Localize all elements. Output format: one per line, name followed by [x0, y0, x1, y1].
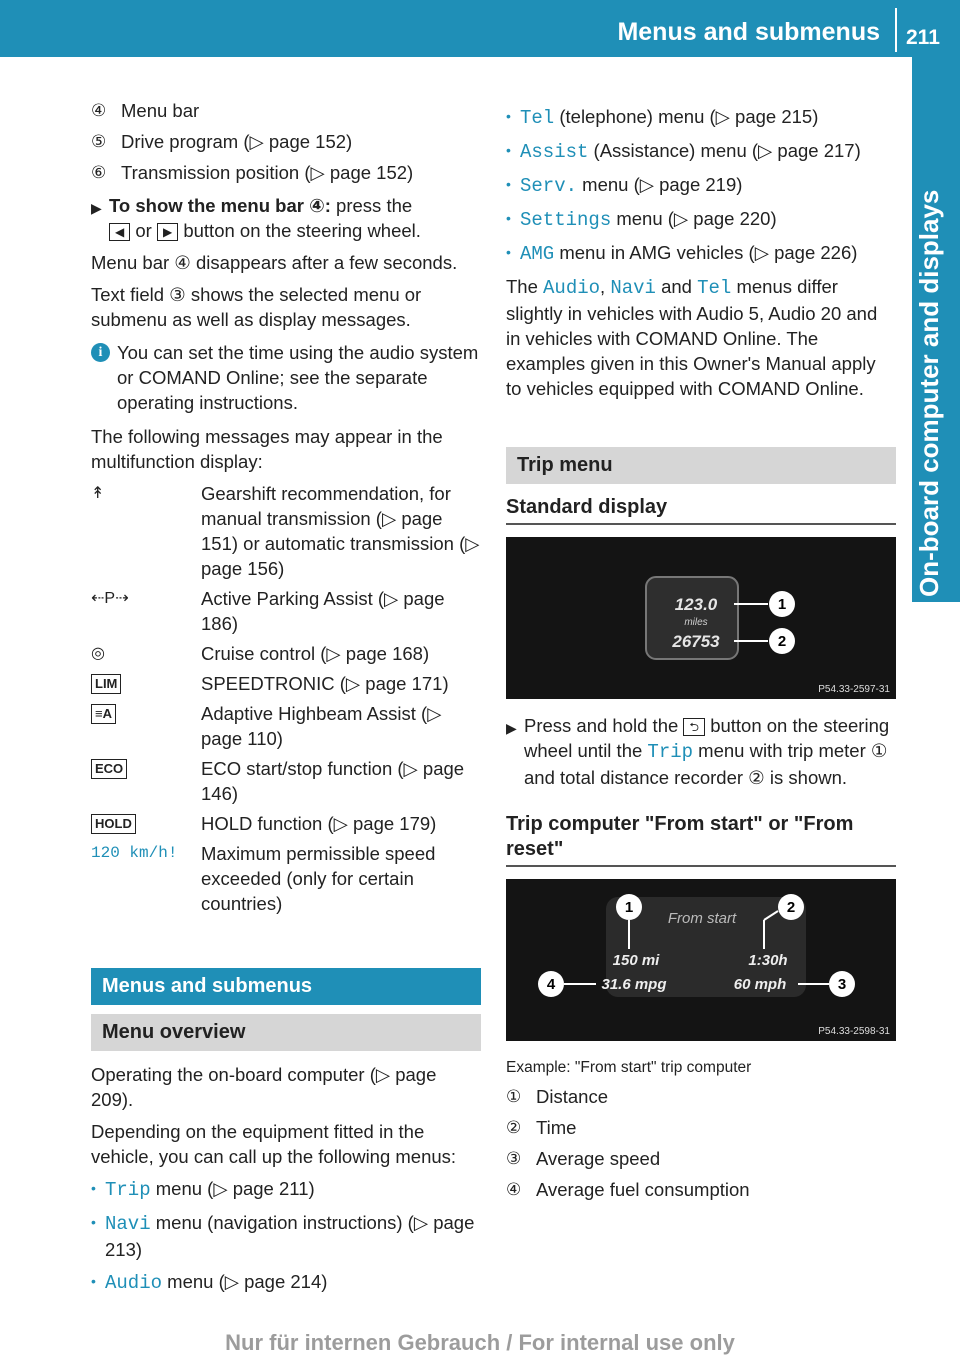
- side-tab: [912, 57, 960, 602]
- svg-text:3: 3: [837, 976, 847, 993]
- image-caption: Example: "From start" trip computer: [506, 1059, 752, 1076]
- list-item: • Navi menu (navigation instructions) (▷ page 213): [91, 1212, 475, 1260]
- symbol-row: ◎ Cruise control (▷ page 168): [91, 643, 430, 664]
- parking-assist-icon: ⇠P⇢: [91, 590, 129, 607]
- instruction-step: ▶ To show the menu bar ④: press the ◀ or ▶ button on the steering wheel.: [91, 195, 421, 241]
- right-column: [506, 98, 896, 1208]
- page-number: 211: [906, 26, 940, 49]
- legend-item: ⑤ Drive program (▷ page 152): [91, 131, 353, 152]
- speed-warning: 120 km/h!: [91, 844, 178, 862]
- symbol-row: ≡A Adaptive Highbeam Assist (▷ page 110): [91, 701, 481, 751]
- callout-2: 2: [777, 633, 787, 650]
- left-arrow-key-icon: ◀: [109, 223, 130, 241]
- section-heading: Menus and submenus: [91, 968, 481, 1005]
- page-header: [0, 0, 960, 57]
- time-value: 1:30h: [748, 952, 788, 969]
- distance-value: 150 mi: [612, 952, 660, 969]
- symbol-row: HOLD HOLD function (▷ page 179): [91, 811, 481, 836]
- symbol-row: ECO ECO start/stop function (▷ page 146): [91, 756, 481, 806]
- legend-item: ② Time: [506, 1117, 577, 1138]
- standard-display-image: [506, 537, 896, 699]
- callout-1: 1: [777, 596, 787, 613]
- paragraph: Operating the on-board computer (▷ page 209).: [91, 1064, 437, 1110]
- list-item: • Settings menu (▷ page 220): [506, 208, 777, 231]
- subsection-heading: Menu overview: [91, 1014, 481, 1051]
- info-icon: i: [91, 343, 110, 362]
- speed-value: 60 mph: [733, 976, 787, 993]
- image-code: P54.33-2598-31: [818, 1026, 890, 1037]
- legend-item: ⑥ Transmission position (▷ page 152): [91, 162, 414, 183]
- info-note: i You can set the time using the audio system or COMAND Online; see the separate operating instructions.: [91, 340, 481, 415]
- instruction-step: ▶ Press and hold the ⮌ button on the steering wheel until the Trip menu with trip meter ① and total distance recorder ② is shown.: [506, 715, 890, 788]
- symbol-row: ⇠P⇢ Active Parking Assist (▷ page 186): [91, 588, 445, 634]
- list-item: • Assist (Assistance) menu (▷ page 217): [506, 140, 861, 163]
- symbol-table: [91, 481, 481, 916]
- symbol-row: ↟ Gearshift recommendation, for manual transmission (▷ page 151) or automatic transmission (▷ page 156): [91, 483, 480, 579]
- list-item: • AMG menu in AMG vehicles (▷ page 226): [506, 242, 858, 265]
- left-column: [91, 98, 481, 1303]
- header-title: Menus and submenus: [617, 18, 880, 46]
- legend-item: ④ Average fuel consumption: [506, 1179, 750, 1200]
- paragraph: Text field ③ shows the selected menu or submenu as well as display messages.: [91, 284, 422, 330]
- hold-icon: HOLD: [91, 814, 136, 834]
- paragraph: Depending on the equipment fitted in the vehicle, you can call up the following menus:: [91, 1121, 457, 1167]
- paragraph: Menu bar ④ disappears after a few seconds.: [91, 252, 458, 273]
- list-item: • Trip menu (▷ page 211): [91, 1178, 315, 1201]
- cruise-control-icon: ◎: [91, 645, 105, 662]
- legend-item: ④ Menu bar: [91, 100, 200, 121]
- section-heading: Trip menu: [506, 447, 896, 484]
- step-arrow-icon: ▶: [506, 720, 517, 736]
- total-distance-value: 26753: [672, 632, 720, 651]
- subheading: Standard display: [506, 495, 896, 525]
- eco-icon: ECO: [91, 759, 127, 779]
- list-item: • Tel (telephone) menu (▷ page 215): [506, 106, 819, 129]
- trip-meter-value: 123.0: [674, 595, 718, 614]
- lim-icon: LIM: [91, 674, 121, 694]
- list-item: • Serv. menu (▷ page 219): [506, 174, 743, 197]
- side-tab-label: On-board computer and displays: [914, 189, 944, 597]
- paragraph: The Audio, Navi and Tel menus differ slightly in vehicles with Audio 5, Audio 20 and in vehicles with COMAND Online. The examples given in this Owner's Manual apply to vehicles equipped with COMAND Online.: [506, 276, 878, 399]
- svg-text:1: 1: [624, 899, 634, 916]
- trip-meter-unit: miles: [684, 617, 708, 628]
- step-arrow-icon: ▶: [91, 200, 102, 216]
- symbol-row: 120 km/h! Maximum permissible speed exceeded (only for certain countries): [91, 843, 436, 914]
- svg-text:2: 2: [786, 899, 796, 916]
- subheading: Trip computer "From start" or "From reset": [506, 812, 896, 867]
- from-start-image: [506, 879, 896, 1041]
- symbol-row: LIM SPEEDTRONIC (▷ page 171): [91, 671, 481, 696]
- footer-watermark: Nur für internen Gebrauch / For internal use only: [225, 1330, 735, 1355]
- list-item: • Audio menu (▷ page 214): [91, 1271, 328, 1294]
- header-divider: [895, 8, 897, 52]
- paragraph: The following messages may appear in the multifunction display:: [91, 426, 443, 472]
- legend-item: ① Distance: [506, 1086, 608, 1107]
- highbeam-assist-icon: ≡A: [91, 704, 116, 724]
- right-arrow-key-icon: ▶: [157, 223, 178, 241]
- svg-text:4: 4: [546, 976, 556, 993]
- legend-item: ③ Average speed: [506, 1148, 661, 1169]
- fuel-value: 31.6 mpg: [601, 976, 667, 993]
- gearshift-icon: ↟: [91, 485, 105, 502]
- image-code: P54.33-2597-31: [818, 684, 890, 695]
- trip-label: From start: [667, 910, 737, 927]
- back-key-icon: ⮌: [683, 718, 705, 736]
